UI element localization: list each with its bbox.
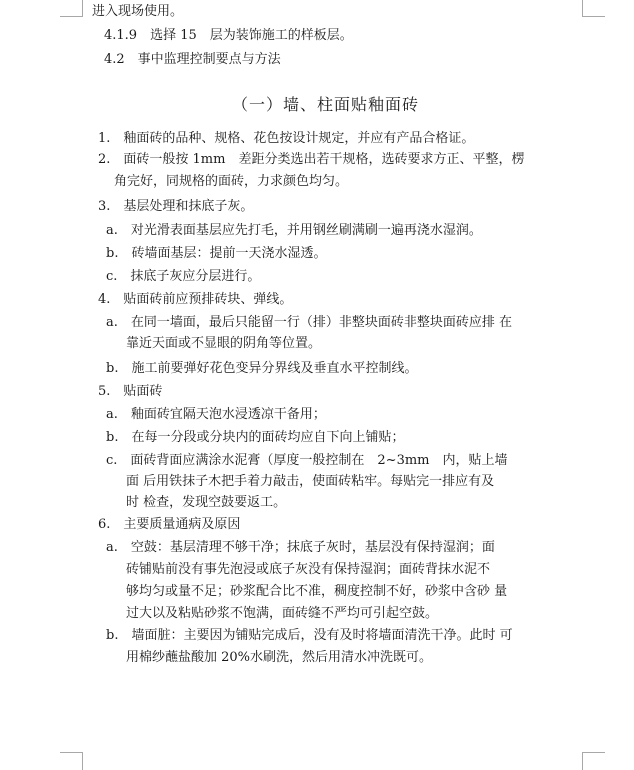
list-item-5c: c. 面砖背面应满涂水泥膏（厚度一般控制在 2~3mm 内，贴上墙	[106, 453, 508, 468]
list-item-1: 1. 釉面砖的品种、规格、花色按设计规定，并应有产品合格证。	[98, 131, 475, 146]
list-item-2-cont: 角完好，同规格的面砖，力求颜色均匀。	[114, 174, 349, 189]
page-corner-mark	[582, 0, 605, 17]
list-item-6a-cont: 过大以及粘贴砂浆不饱满，面砖缝不严均可引起空鼓。	[126, 606, 439, 621]
list-item-4b: b. 施工前要弹好花色变异分界线及垂直水平控制线。	[106, 361, 418, 376]
list-item-4a-cont: 靠近天面或不显眼的阴角等位置。	[126, 336, 322, 351]
list-item-4a: a. 在同一墙面，最后只能留一行（排）非整块面砖非整块面砖应排 在	[106, 315, 513, 330]
list-item-5c-cont: 面 后用铁抹子木把手着力敲击，使面砖粘牢。每贴完一排应有及	[126, 474, 495, 489]
list-item-3a: a. 对光滑表面基层应先打毛，并用钢丝刷满刷一遍再浇水湿润。	[106, 223, 482, 238]
list-item-5b: b. 在每一分段或分块内的面砖均应自下向上铺贴；	[106, 430, 405, 445]
list-item-6a-cont: 够均匀或量不足；砂浆配合比不准，稠度控制不好，砂浆中含砂 量	[126, 584, 508, 599]
page-corner-mark	[582, 752, 605, 770]
list-item-5: 5. 贴面砖	[98, 384, 163, 399]
list-item-4: 4. 贴面砖前应预排砖块、弹线。	[98, 292, 293, 307]
page-corner-mark	[60, 752, 83, 770]
list-item-6a-cont: 砖铺贴前没有事先泡浸或底子灰没有保持湿润；面砖背抹水泥不	[126, 562, 491, 577]
list-item-2: 2. 面砖一般按 1mm 差距分类选出若干规格，选砖要求方正、平整，楞	[98, 152, 525, 167]
section-title: （一）墙、柱面贴釉面砖	[232, 95, 420, 114]
section-4-2-heading: 4.2 事中监理控制要点与方法	[104, 52, 281, 67]
list-item-6a: a. 空鼓：基层清理不够干净；抹底子灰时，基层没有保持湿润；面	[106, 540, 495, 555]
paragraph-line: 进入现场使用。	[92, 4, 184, 19]
list-item-6: 6. 主要质量通病及原因	[98, 517, 241, 532]
list-item-3: 3. 基层处理和抹底子灰。	[98, 199, 254, 214]
section-4-1-9: 4.1.9 选择 15 层为装饰施工的样板层。	[104, 28, 353, 43]
list-item-3b: b. 砖墙面基层：提前一天浇水湿透。	[106, 246, 327, 261]
list-item-5a: a. 釉面砖宜隔天泡水浸透凉干备用；	[106, 407, 326, 422]
list-item-6b-cont: 用棉纱蘸盐酸加 20%水刷洗，然后用清水冲洗既可。	[126, 650, 433, 665]
list-item-3c: c. 抹底子灰应分层进行。	[106, 269, 261, 284]
list-item-5c-cont: 时 检查，发现空鼓要返工。	[126, 495, 287, 510]
list-item-6b: b. 墙面脏：主要因为铺贴完成后，没有及时将墙面清洗干净。此时 可	[106, 628, 513, 643]
page-corner-mark	[60, 0, 83, 17]
